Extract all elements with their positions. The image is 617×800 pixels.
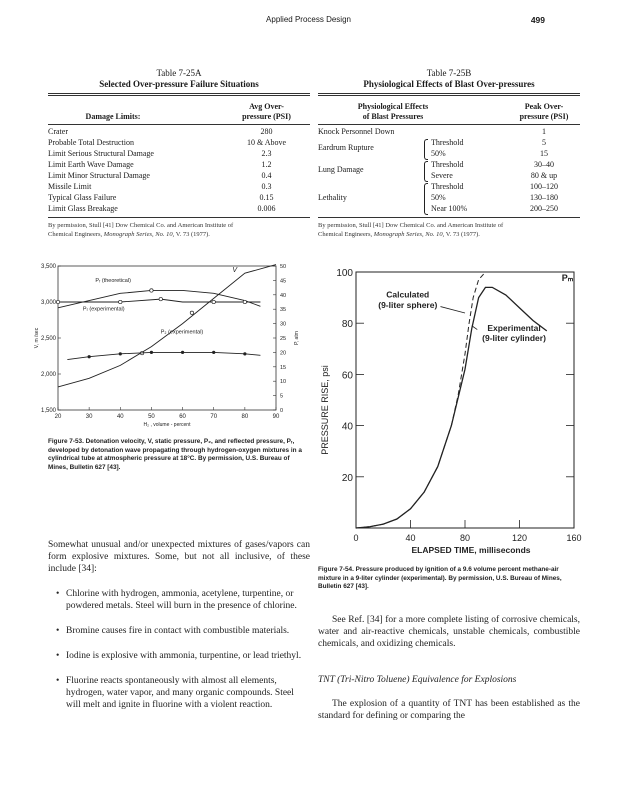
data-point bbox=[119, 352, 122, 355]
y-tick-label: 20 bbox=[341, 472, 353, 484]
intro-paragraph: Somewhat unusual and/or unexpected mixtures of gases/vapors can form explosive mixtures. Some, but not all inclusive, of these include [34]: bbox=[48, 540, 310, 574]
list-item: • Fluorine reacts spontaneously with almost all elements, hydrogen, water vapor, and many organic compounds. Steel will melt and ignite in fluorine with a violent reaction. bbox=[56, 676, 294, 710]
table-cell: Limit Glass Breakage bbox=[48, 204, 118, 213]
column-header: pressure (PSI) bbox=[242, 112, 291, 121]
data-point bbox=[119, 300, 122, 303]
calculated-label: Calculated bbox=[386, 289, 430, 300]
series-line-3 bbox=[67, 352, 260, 359]
table-cell: 30–40 bbox=[534, 160, 554, 169]
calculated-label: (9-liter sphere) bbox=[378, 299, 438, 310]
data-point bbox=[181, 351, 184, 354]
experimental-label: (9-liter cylinder) bbox=[482, 333, 546, 344]
x-tick-label: 40 bbox=[116, 414, 124, 420]
section-heading: TNT (Tri-Nitro Toluene) Equivalence for Explosions bbox=[318, 675, 517, 685]
chart-series bbox=[56, 265, 276, 387]
table-cell: 280 bbox=[260, 127, 273, 136]
x-tick-label: 0 bbox=[353, 533, 359, 543]
data-point bbox=[150, 289, 153, 292]
x-tick-label: 20 bbox=[54, 414, 62, 420]
axis-ticks bbox=[320, 268, 582, 555]
table-cell: Probable Total Destruction bbox=[48, 138, 134, 147]
table-cell: Lethality bbox=[318, 193, 347, 202]
credit-line: Chemical Engineers, Monograph Series, No. 10, V. 73 (1977). bbox=[318, 231, 480, 238]
y-left-tick-label: 3,500 bbox=[40, 264, 56, 270]
table-cell: Crater bbox=[48, 127, 68, 136]
figure-7-54-caption: Figure 7-54. Pressure produced by ignition of a 9.6 volume percent methane-air mixture in a 9-liter cylinder (experimental). By permission, U.S. Bureau of Mines, Bulletin 627 [43]. bbox=[318, 566, 562, 591]
table-cell: 100–120 bbox=[530, 182, 558, 191]
list-item: • Chlorine with hydrogen, ammonia, acetylene, turpentine, or powdered metals. Steel will burn in the presence of chlorine. bbox=[56, 589, 297, 611]
credit-line: By permission, Stull [41] Dow Chemical Co. and American Institute of bbox=[318, 222, 504, 229]
plot-frame bbox=[356, 272, 574, 528]
table-cell: Lung Damage bbox=[318, 165, 364, 174]
table-credit bbox=[318, 221, 580, 239]
x-tick-label: 60 bbox=[179, 414, 186, 420]
table-7-25b bbox=[318, 68, 580, 253]
data-point bbox=[56, 300, 59, 303]
y-left-tick-label: 1,500 bbox=[40, 408, 56, 414]
x-tick-label: 90 bbox=[272, 414, 280, 420]
table-label: Table 7-25B bbox=[426, 68, 472, 78]
table-cell: Limit Serious Structural Damage bbox=[48, 149, 154, 158]
series-label: Pᵣ (theoretical) bbox=[95, 278, 131, 285]
column-header: of Blast Pressures bbox=[362, 112, 424, 121]
data-point bbox=[190, 311, 193, 314]
x-tick-label: 30 bbox=[85, 414, 93, 420]
column-header: Damage Limits: bbox=[85, 112, 141, 121]
table-cell: 130–180 bbox=[530, 193, 558, 202]
y-tick-label: 80 bbox=[341, 319, 353, 331]
table-cell: Threshold bbox=[431, 138, 464, 147]
table-cell: 0.006 bbox=[257, 204, 276, 213]
pm-label: Pₘ bbox=[561, 272, 574, 283]
plot-frame bbox=[58, 266, 276, 410]
data-point bbox=[150, 351, 153, 354]
plot-border bbox=[58, 266, 276, 410]
table-label: Table 7-25A bbox=[156, 68, 202, 78]
brace bbox=[424, 161, 428, 182]
y-right-tick-label: 40 bbox=[280, 292, 287, 299]
y-right-tick-label: 25 bbox=[280, 336, 287, 342]
x-tick-label: 80 bbox=[241, 414, 249, 420]
x-axis-label: H₂ , volume - percent bbox=[143, 422, 191, 428]
chart-series bbox=[356, 272, 574, 528]
table-cell: Threshold bbox=[431, 182, 464, 191]
brace bbox=[424, 183, 428, 215]
table-cell: Severe bbox=[431, 171, 453, 180]
y-left-axis-label: V, m /sec bbox=[34, 327, 40, 349]
x-tick-label: 70 bbox=[210, 414, 218, 420]
table-title: Physiological Effects of Blast Over-pressures bbox=[363, 79, 535, 89]
table-cell: 0.15 bbox=[259, 193, 274, 202]
x-tick-label: 80 bbox=[459, 533, 471, 543]
table-cell: Near 100% bbox=[431, 204, 468, 213]
table-cell: 15 bbox=[540, 149, 548, 158]
table-cell: 2.3 bbox=[261, 149, 272, 158]
table-bottom-rule bbox=[48, 217, 310, 218]
table-cell: 50% bbox=[431, 149, 446, 158]
figure-7-53-chart bbox=[28, 258, 318, 438]
column-header: Avg Over- bbox=[249, 102, 284, 111]
y-tick-label: 100 bbox=[336, 268, 353, 279]
y-right-tick-label: 5 bbox=[280, 393, 284, 400]
x-axis-label: ELAPSED TIME, milliseconds bbox=[411, 545, 531, 555]
y-right-tick-label: 30 bbox=[280, 321, 287, 328]
table-cell: Limit Earth Wave Damage bbox=[48, 160, 134, 169]
x-tick-label: 40 bbox=[405, 533, 416, 543]
y-left-tick-label: 3,000 bbox=[40, 300, 56, 306]
page-number: 499 bbox=[530, 15, 545, 25]
y-tick-label: 60 bbox=[341, 370, 353, 382]
series-label: V bbox=[232, 266, 238, 274]
credit-line: By permission, Stull [41] Dow Chemical Co. and American Institute of bbox=[48, 222, 234, 229]
y-tick-label: 40 bbox=[341, 421, 353, 433]
y-left-tick-label: 2,500 bbox=[40, 336, 56, 342]
data-point bbox=[159, 297, 162, 300]
table-top-rule bbox=[48, 93, 310, 96]
column-header: pressure (PSI) bbox=[519, 112, 569, 121]
y-right-tick-label: 10 bbox=[280, 379, 287, 386]
table-cell: 1.2 bbox=[261, 160, 272, 169]
table-cell: Limit Minor Structural Damage bbox=[48, 171, 150, 180]
x-tick-label: 50 bbox=[148, 414, 155, 420]
table-cell: Missile Limit bbox=[48, 182, 92, 191]
series-label: P₂ (experimental) bbox=[160, 329, 204, 336]
calculated-leader bbox=[440, 307, 465, 313]
table-cell: 80 & up bbox=[530, 171, 558, 180]
y-right-tick-label: 0 bbox=[280, 408, 284, 414]
table-cell: Knock Personnel Down bbox=[318, 127, 395, 136]
data-point bbox=[212, 300, 215, 303]
y-right-axis-label: P, atm bbox=[294, 331, 300, 345]
table-cell: 0.4 bbox=[261, 171, 272, 180]
column-header: Physiological Effects bbox=[357, 102, 429, 111]
y-left-tick-label: 2,000 bbox=[40, 372, 56, 378]
y-right-tick-label: 35 bbox=[280, 307, 287, 314]
table-7-25a bbox=[48, 68, 310, 253]
data-point bbox=[88, 355, 91, 358]
experimental-leader bbox=[472, 326, 477, 330]
y-right-tick-label: 50 bbox=[280, 264, 287, 270]
data-point bbox=[243, 300, 246, 303]
x-tick-label: 160 bbox=[566, 533, 582, 543]
table-cell: 0.3 bbox=[261, 182, 272, 191]
table-cell: Threshold bbox=[431, 160, 464, 169]
tnt-paragraph: The explosion of a quantity of TNT has been established as the standard for defining or comparing the bbox=[318, 699, 580, 721]
figure-7-54-chart bbox=[316, 258, 584, 558]
table-header-rule bbox=[318, 124, 580, 125]
table-credit bbox=[48, 221, 310, 239]
y-right-tick-label: 20 bbox=[280, 350, 287, 357]
data-point bbox=[243, 352, 246, 355]
table-header-rule bbox=[48, 124, 310, 125]
x-tick-label: 120 bbox=[511, 533, 528, 543]
table-cell: 1 bbox=[542, 127, 546, 136]
list-item: • Iodine is explosive with ammonia, turpentine, or lead triethyl. bbox=[56, 651, 302, 661]
experimental-label: Experimental bbox=[487, 322, 541, 333]
table-cell: 200–250 bbox=[530, 204, 558, 213]
table-cell: 10 & Above bbox=[246, 138, 287, 147]
list-item: • Bromine causes fire in contact with combustible materials. bbox=[56, 626, 290, 636]
y-right-tick-label: 45 bbox=[280, 278, 287, 285]
series-label: Pᵣ (experimental) bbox=[82, 306, 125, 313]
see-ref-paragraph: See Ref. [34] for a more complete listing of corrosive chemicals, water and air-reactive chemicals, unstable chemicals, combustible chemicals, and oxidizing chemicals. bbox=[318, 615, 580, 649]
table-top-rule bbox=[318, 93, 580, 96]
table-cell: Eardrum Rupture bbox=[318, 143, 374, 152]
credit-line: Chemical Engineers, Monograph Series, No. 10, V. 73 (1977). bbox=[48, 231, 210, 238]
data-point bbox=[212, 351, 215, 354]
table-cell: 5 bbox=[542, 138, 546, 147]
series-line-0 bbox=[58, 265, 276, 387]
column-header: Peak Over- bbox=[524, 102, 564, 111]
y-right-tick-label: 15 bbox=[280, 364, 287, 371]
table-title: Selected Over-pressure Failure Situations bbox=[99, 79, 259, 89]
calculated-series-line bbox=[356, 272, 574, 528]
table-bottom-rule bbox=[318, 217, 580, 218]
figure-7-53-caption: Figure 7-53. Detonation velocity, V, static pressure, P₂, and reflected pressure, Pᵣ, developed by detonation wave propagating through hydrogen-oxygen mixtures in a cylindrical tube at atmospheric pressure at 18°C. By permission, U.S. Bureau of Mines, Bulletin 627 [43]. bbox=[48, 438, 302, 471]
brace bbox=[424, 139, 428, 160]
y-axis-label: PRESSURE RISE, psi bbox=[320, 365, 330, 455]
running-header-title: Applied Process Design bbox=[266, 15, 351, 24]
axis-ticks bbox=[34, 264, 300, 428]
plot-border bbox=[356, 272, 574, 528]
table-cell: 50% bbox=[431, 193, 446, 202]
table-cell: Typical Glass Failure bbox=[48, 193, 117, 202]
